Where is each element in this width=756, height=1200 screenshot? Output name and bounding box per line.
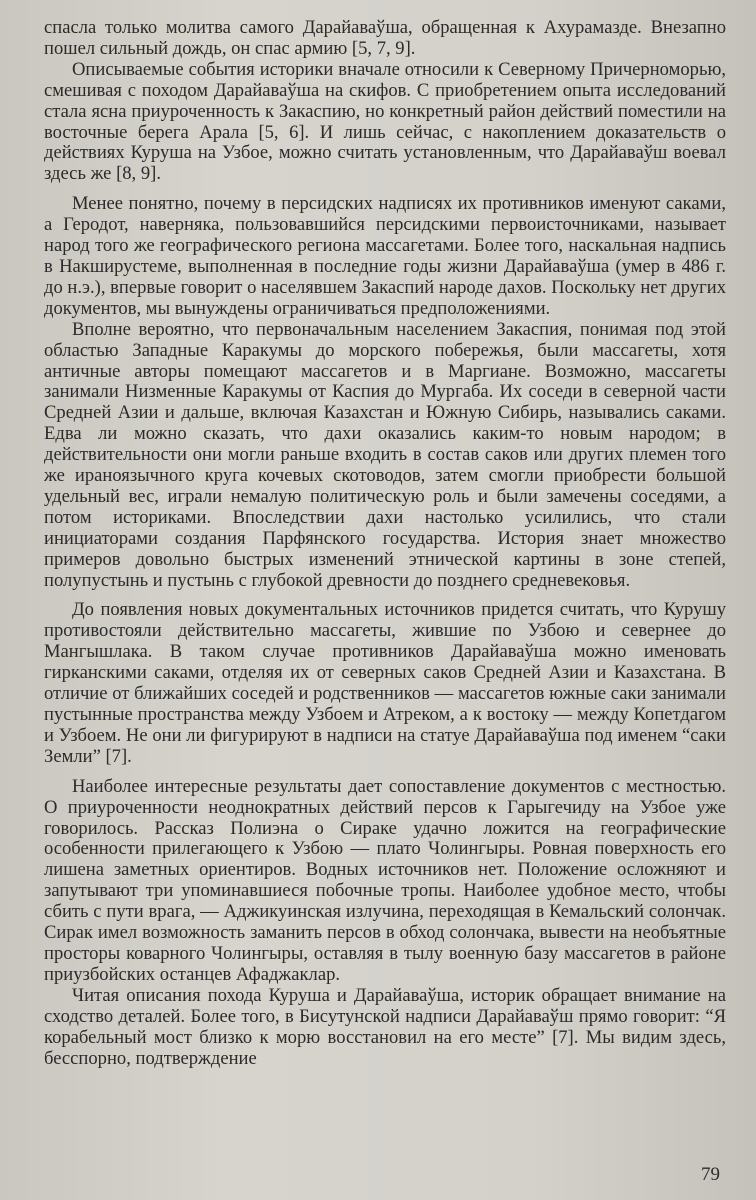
body-text [44, 18, 726, 1069]
paragraph-6: Наиболее интересные результаты дает сопоставление документов с местностью. О приуроченности неоднократных действий персов к Гарыгечиду на Узбое уже говорилось. Рассказ Полиэна о Сираке удачно ложится на географические особенности прилегающего к Узбою — плато Чолингыры. Ровная поверхность его лишена заметных ориентиров. Водных источников нет. Положение осложняют и запутывают три упоминавшиеся побочные тропы. Наиболее удобное место, чтобы сбить с пути врага, — Аджикуинская излучина, переходящая в Кемальский солончак. Сирак имел возможность заманить персов в обход солончака, вывести на необъятные просторы коварного Чолингыры, оставляя в тылу военную базу массагетов в районе приузбойских останцев Афаджаклар. [44, 775, 726, 985]
paragraph-2: Описываемые события историки вначале относили к Северному Причерноморью, смешивая с походом Дарайаваўша на скифов. С приобретением опыта исследований стала ясна приуроченность к Закаспию, но конкретный район действий поместили на восточные берега Арала [5, 6]. И лишь сейчас, с накоплением доказательств о действиях Куруша на Узбое, можно считать установленным, что Дарайаваўш воевал здесь же [8, 9]. [44, 58, 726, 185]
paragraph-7: Читая описания похода Куруша и Дарайаваўша, историк обращает внимание на сходство деталей. Более того, в Бисутунской надписи Дарайаваўш прямо говорит: “Я корабельный мост близко к морю восстановил на его месте” [7]. Мы видим здесь, бесспорно, подтверждение [44, 984, 726, 1069]
paragraph-5: До появления новых документальных источников придется считать, что Курушу противостояли действительно массагеты, жившие по Узбою и севернее до Мангышлака. В таком случае противников Дарайаваўша можно именовать гирканскими саками, отделяя их от северных саков Средней Азии и Казахстана. В отличие от ближайших соседей и родственников — массагетов южные саки занимали пустынные пространства между Узбоем и Атреком, а к востоку — между Копетдагом и Узбоем. Не они ли фигурируют в надписи на статуе Дарайаваўша под именем “саки Земли” [7]. [44, 599, 726, 767]
paragraph-1: спасла только молитва самого Дарайаваўша, обращенная к Ахурамазде. Внезапно пошел сильный дождь, он спас армию [5, 7, 9]. [44, 17, 726, 59]
page-number: 79 [701, 1164, 720, 1185]
paragraph-4: Вполне вероятно, что первоначальным населением Закаспия, понимая под этой областью Западные Каракумы до морского побережья, были массагеты, хотя античные авторы помещают массагетов и в Маргиане. Возможно, массагеты занимали Низменные Каракумы от Каспия до Мургаба. Их соседи в северной части Средней Азии и дальше, включая Казахстан и Южную Сибирь, назывались саками. Едва ли можно сказать, что дахи оказались каким-то новым народом; в действительности они могли раньше входить в состав саков или других племен того же ираноязычного круга кочевых скотоводов, затем смогли приобрести большой удельный вес, играли немалую политическую роль и были замечены соседями, а потом историками. Впоследствии дахи настолько усилились, что стали инициаторами создания Парфянского государства. История знает множество примеров довольно быстрых изменений этнической картины в зоне степей, полупустынь и пустынь с глубокой древности до позднего средневековья. [44, 318, 726, 591]
paragraph-3: Менее понятно, почему в персидских надписях их противников именуют саками, а Геродот, наверняка, пользовавшийся персидскими первоисточниками, называет народ того же географического региона массагетами. Более того, наскальная надпись в Накширустеме, выполненная в последние годы жизни Дарайаваўша (умер в 486 г. до н.э.), впервые говорит о населявшем Закаспий народе дахов. Поскольку нет других документов, мы вынуждены ограничиваться предположениями. [44, 193, 726, 319]
